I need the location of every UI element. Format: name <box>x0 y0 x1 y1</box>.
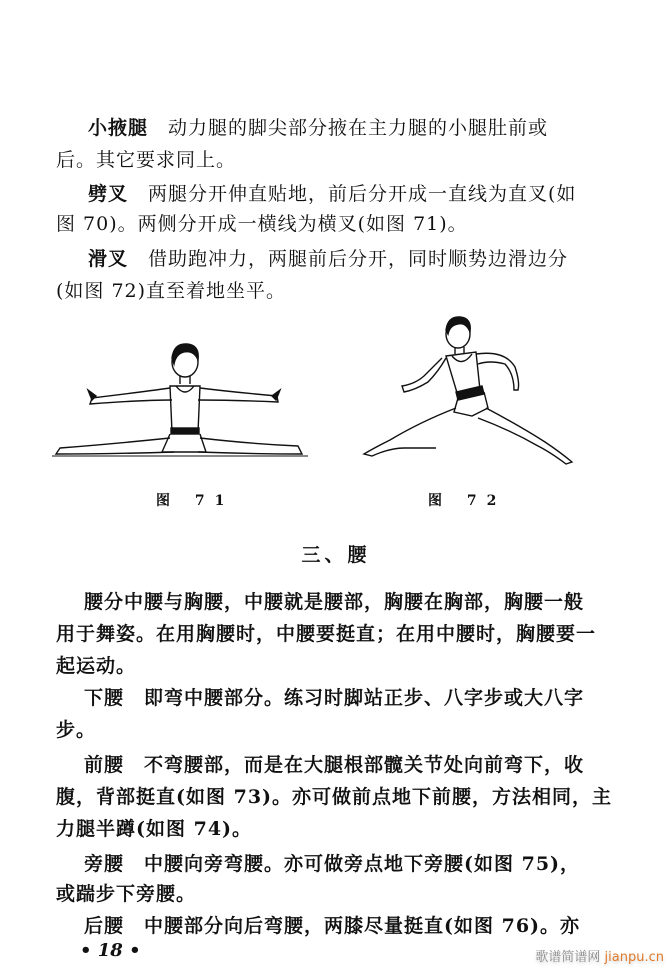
paragraph-line: 下腰 即弯中腰部分。练习时脚站正步、八字步或大八字 <box>84 687 585 709</box>
paragraph-line: 后。其它要求同上。 <box>56 149 237 171</box>
paragraph-line: 用于舞姿。在用胸腰时，中腰要挺直；在用中腰时，胸腰要一 <box>56 623 597 645</box>
paragraph-line: 或踹步下旁腰。 <box>56 883 197 905</box>
term-label: 旁腰 <box>84 853 125 875</box>
paragraph-line: 起运动。 <box>56 655 137 677</box>
page-number: • 18 • <box>80 940 141 961</box>
paragraph-line: 步。 <box>56 719 97 741</box>
term-label: 下腰 <box>84 687 125 709</box>
paragraph-line: 滑叉 借助跑冲力，两腿前后分开，同时顺势边滑边分 <box>88 248 569 270</box>
term-label: 滑叉 <box>88 248 129 270</box>
paragraph-line: 前腰 不弯腰部，而是在大腿根部髋关节处向前弯下，收 <box>84 754 585 776</box>
paragraph-line: 力腿半蹲(如图 74)。 <box>56 818 253 840</box>
paragraph-line: 图 70)。两侧分开成一横线为横叉(如图 71)。 <box>56 213 468 235</box>
term-label: 劈叉 <box>88 183 129 205</box>
watermark-site: 歌谱简谱网 <box>535 950 601 965</box>
figure-71-illustration <box>52 340 312 465</box>
section-heading: 三、腰 <box>301 544 371 566</box>
paragraph-line: 腰分中腰与胸腰，中腰就是腰部，胸腰在胸部，胸腰一般 <box>84 591 585 613</box>
term-label: 小掖腿 <box>88 117 149 139</box>
paragraph-line: 劈叉 两腿分开伸直贴地，前后分开成一直线为直叉(如 <box>88 183 577 205</box>
paragraph-line: 小掖腿 动力腿的脚尖部分掖在主力腿的小腿肚前或 <box>88 117 549 139</box>
figure-72-illustration <box>360 312 585 472</box>
paragraph-line: 旁腰 中腰向旁弯腰。亦可做旁点地下旁腰(如图 75)， <box>84 853 581 875</box>
watermark-domain: jianpu.cn <box>604 950 664 965</box>
paragraph-line: 腹，背部挺直(如图 73)。亦可做前点地下前腰，方法相同，主 <box>56 786 613 808</box>
term-label: 后腰 <box>84 915 125 937</box>
paragraph-line: 后腰 中腰部分向后弯腰，两膝尽量挺直(如图 76)。亦 <box>84 915 581 937</box>
figure-72-caption: 图 72 <box>428 493 507 509</box>
paragraph-line: (如图 72)直至着地坐平。 <box>56 280 287 302</box>
term-label: 前腰 <box>84 754 125 776</box>
watermark <box>535 946 664 965</box>
figure-71-caption: 图 71 <box>156 493 235 509</box>
